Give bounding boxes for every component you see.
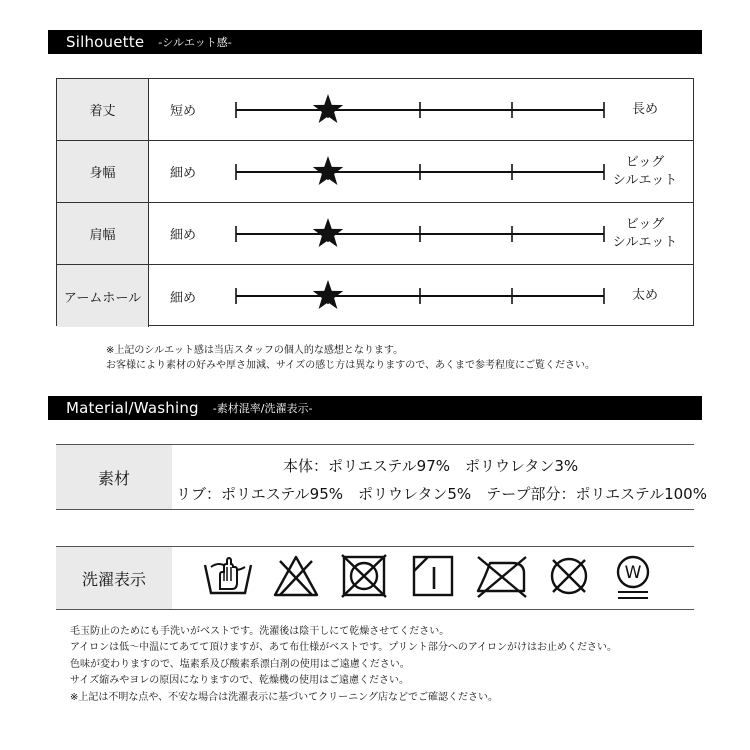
washing-note: 色味が変わりますので、塩素系及び酸素系漂白剤の使用はご遠慮ください。 — [70, 658, 410, 670]
silhouette-note-2: お客様により素材の好みや厚さ加減、サイズの感じ方は異なりますので、あくまで参考程度にご覧ください。 — [106, 360, 595, 371]
material-line-body: 本体：ポリエステル97% ポリウレタン3% — [283, 457, 579, 475]
washing-note: サイズ縮みやヨレの原因になりますので、乾燥機の使用はご遠慮ください。 — [70, 675, 409, 687]
scale-min-label: 細め — [170, 166, 197, 181]
material-header — [48, 396, 702, 420]
washing-note: ※上記は不明な点や、不安な場合は洗濯表示に基づいてクリーニング店などでご確認ください。 — [70, 691, 498, 703]
material-box — [56, 444, 707, 510]
material-title: Material/Washing — [66, 399, 199, 417]
material-line-rib: リブ：ポリエステル95% ポリウレタン5% テープ部分：ポリエステル100% — [176, 485, 707, 503]
row-label: アームホール — [57, 265, 149, 327]
row-label: 着丈 — [57, 79, 149, 140]
no-tumble-dry-icon — [340, 553, 388, 599]
silhouette-header — [48, 30, 702, 54]
no-iron-icon — [474, 553, 530, 599]
scale-min-label: 細め — [170, 228, 197, 243]
row-label: 身幅 — [57, 141, 149, 202]
silhouette-subtitle: -シルエット感- — [158, 36, 232, 49]
scale-track — [227, 265, 607, 327]
scale-max-label: 太め — [631, 288, 658, 303]
star-marker — [313, 94, 343, 123]
scale-min-label: 細め — [170, 290, 197, 306]
scale-max-label: ビッグ シルエット — [612, 154, 678, 188]
silhouette-title: Silhouette — [66, 33, 145, 51]
row-label: 肩幅 — [57, 203, 149, 264]
silhouette-row-shoulder — [57, 203, 693, 265]
material-label: 素材 — [56, 445, 172, 509]
silhouette-row-length — [57, 79, 693, 141]
silhouette-note-1: ※上記のシルエット感は当店スタッフの個人的な感想となります。 — [106, 345, 404, 356]
washing-label: 洗濯表示 — [56, 547, 172, 609]
wet-clean-icon — [612, 553, 654, 603]
scale-track — [227, 141, 607, 203]
scale-track — [227, 79, 607, 141]
scale-max-label: 長め — [631, 101, 658, 117]
silhouette-table — [56, 78, 694, 326]
scale-min-label: 短め — [170, 104, 197, 119]
line-dry-shade-icon — [410, 553, 456, 599]
scale-max-label: ビッグ シルエット — [612, 216, 678, 250]
hand-wash-icon — [202, 553, 254, 599]
star-marker — [313, 156, 343, 185]
washing-notes — [70, 624, 617, 706]
scale-track — [227, 203, 607, 265]
no-bleach-icon — [272, 553, 320, 599]
silhouette-row-armhole — [57, 265, 693, 327]
svg-text:W: W — [624, 563, 642, 583]
star-marker — [313, 218, 343, 247]
washing-note: 毛玉防止のためにも手洗いがベストです。洗濯後は陰干しにて乾燥させてください。 — [70, 626, 450, 637]
washing-note: アイロンは低～中温にてあてて頂けますが、あて布仕様がベストです。プリント部分へのアイロンがけはお止めください。 — [70, 642, 617, 654]
silhouette-row-width — [57, 141, 693, 203]
material-subtitle: -素材混率/洗濯表示- — [212, 402, 313, 415]
no-dry-clean-icon — [546, 553, 592, 599]
star-marker — [313, 280, 343, 309]
